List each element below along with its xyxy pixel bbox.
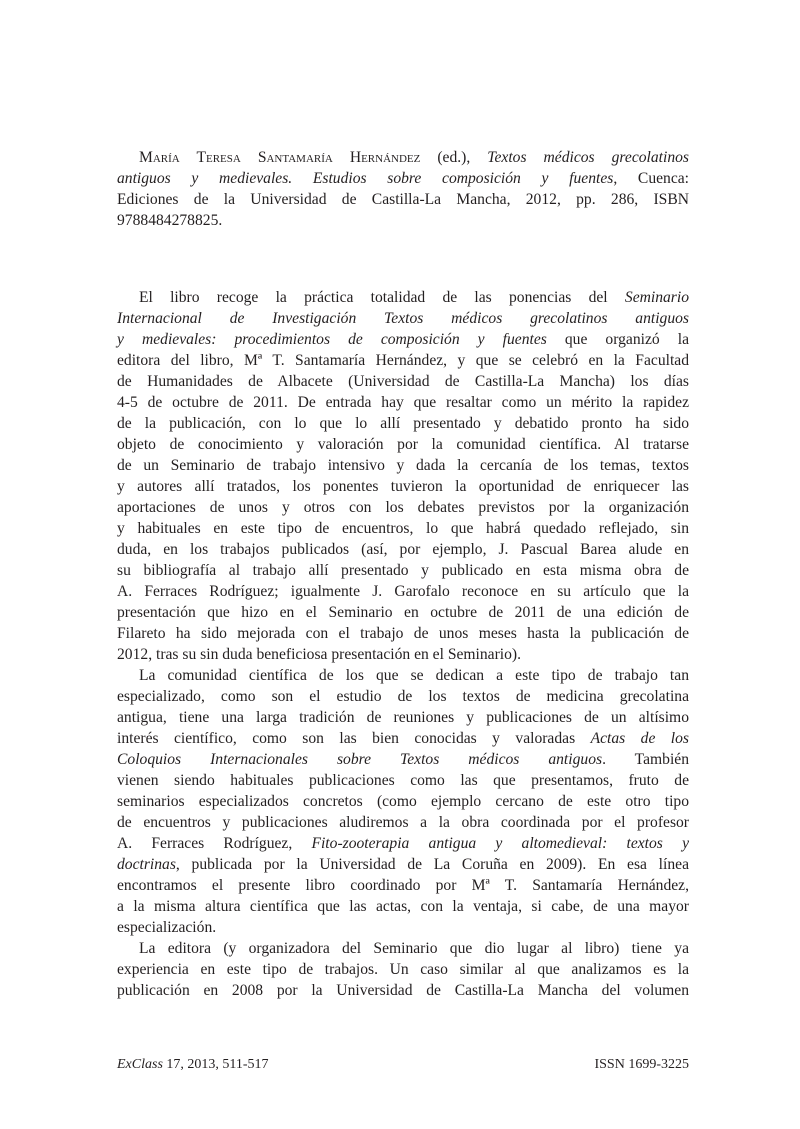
- text-segment: de la publicación, con lo que lo allí presentado y debatido pronto ha sido: [117, 415, 689, 432]
- text-segment: A. Ferraces Rodríguez,: [117, 835, 312, 852]
- paragraph: [117, 938, 689, 1001]
- text-segment: y autores allí tratados, los ponentes tuvieron la oportunidad de enriquecer las: [117, 478, 689, 495]
- journal-name: ExClass: [117, 1057, 163, 1072]
- text-line: [117, 749, 689, 770]
- text-line: [117, 308, 689, 329]
- text-line: [117, 959, 689, 980]
- italic-text: Coloquios Internacionales sobre Textos médicos antiguos: [117, 751, 603, 768]
- text-line: [117, 287, 689, 308]
- text-segment: A. Ferraces Rodríguez; igualmente J. Garofalo reconoce en su artículo que la: [117, 583, 689, 600]
- italic-text: Internacional de Investigación Textos médicos grecolatinos antiguos: [117, 310, 689, 327]
- text-segment: . También: [602, 751, 689, 768]
- paragraph: [117, 665, 689, 938]
- text-segment: especialización.: [117, 919, 217, 936]
- text-line: [117, 896, 689, 917]
- text-line: [117, 875, 689, 896]
- text-line: [117, 623, 689, 644]
- text-segment: seminarios especializados concretos (como ejemplo cercano de este otro tipo: [117, 793, 689, 810]
- text-segment: objeto de conocimiento y valoración por la comunidad científica. Al tratarse: [117, 436, 689, 453]
- text-line: [117, 455, 689, 476]
- text-line: [117, 392, 689, 413]
- text-segment: de un Seminario de trabajo intensivo y dada la cercanía de los temas, textos: [117, 457, 689, 474]
- text-segment: 9788484278825.: [117, 212, 223, 229]
- journal-volume-pages: 17, 2013, 511-517: [162, 1057, 269, 1072]
- text-segment: antigua, tiene una larga tradición de reuniones y publicaciones de un altísimo: [117, 709, 689, 726]
- text-segment: La comunidad científica de los que se dedican a este tipo de trabajo tan: [139, 667, 689, 684]
- text-line: [117, 560, 689, 581]
- text-line: [117, 665, 689, 686]
- text-line: [117, 497, 689, 518]
- review-body: [117, 287, 689, 1001]
- text-segment: de Humanidades de Albacete (Universidad de Castilla-La Mancha) los días: [117, 373, 689, 390]
- text-line: [117, 791, 689, 812]
- text-line: [117, 189, 689, 210]
- text-line: [117, 518, 689, 539]
- italic-text: antiguos y medievales. Estudios sobre composición y fuentes: [117, 170, 614, 187]
- italic-text: Actas de los: [590, 730, 689, 747]
- text-line: [117, 350, 689, 371]
- text-line: [117, 644, 689, 665]
- author-name: María Teresa Santamaría Hernández: [139, 149, 421, 166]
- text-segment: editora del libro, Mª T. Santamaría Hernández, y que se celebró en la Facultad: [117, 352, 689, 369]
- text-line: [117, 581, 689, 602]
- italic-text: Seminario: [624, 289, 689, 306]
- text-segment: vienen siendo habituales publicaciones como las que presentamos, fruto de: [117, 772, 689, 789]
- text-line: [117, 854, 689, 875]
- italic-text: doctrinas: [117, 856, 176, 873]
- text-segment: de encuentros y publicaciones aludiremos a la obra coordinada por el profesor: [117, 814, 689, 831]
- text-line: [117, 833, 689, 854]
- text-segment: su bibliografía al trabajo allí presentado y publicado en esta misma obra de: [117, 562, 689, 579]
- text-line: [117, 371, 689, 392]
- italic-text: Fito-zooterapia antigua y altomedieval: textos y: [311, 835, 689, 852]
- text-line: [117, 168, 689, 189]
- text-line: [117, 707, 689, 728]
- text-line: [117, 434, 689, 455]
- text-segment: y habituales en este tipo de encuentros, lo que habrá quedado reflejado, sin: [117, 520, 689, 537]
- text-line: [117, 686, 689, 707]
- text-line: [117, 770, 689, 791]
- text-segment: encontramos el presente libro coordinado por Mª T. Santamaría Hernández,: [117, 877, 689, 894]
- text-line: [117, 728, 689, 749]
- text-segment: que organizó la: [546, 331, 689, 348]
- text-segment: Ediciones de la Universidad de Castilla-La Mancha, 2012, pp. 286, ISBN: [117, 191, 689, 208]
- text-segment: El libro recoge la práctica totalidad de las ponencias del: [139, 289, 625, 306]
- text-segment: 2012, tras su sin duda beneficiosa presentación en el Seminario).: [117, 646, 522, 663]
- text-line: [117, 539, 689, 560]
- text-segment: duda, en los trabajos publicados (así, por ejemplo, J. Pascual Barea alude en: [117, 541, 689, 558]
- text-segment: , publicada por la Universidad de La Coruña en 2009). En esa línea: [175, 856, 689, 873]
- text-segment: , Cuenca:: [613, 170, 690, 187]
- text-line: [117, 329, 689, 350]
- text-line: [117, 413, 689, 434]
- paragraph: [117, 287, 689, 665]
- italic-text: y medievales: procedimientos de composición y fuentes: [117, 331, 547, 348]
- text-segment: aportaciones de unos y otros con los debates previstos por la organización: [117, 499, 689, 516]
- text-segment: 4-5 de octubre de 2011. De entrada hay que resaltar como un mérito la rapidez: [117, 394, 689, 411]
- text-segment: (ed.),: [420, 149, 488, 166]
- text-line: [117, 938, 689, 959]
- text-segment: interés científico, como son las bien conocidas y valoradas: [117, 730, 591, 747]
- text-segment: experiencia en este tipo de trabajos. Un caso similar al que analizamos es la: [117, 961, 689, 978]
- text-segment: especializado, como son el estudio de los textos de medicina grecolatina: [117, 688, 689, 705]
- text-line: [117, 602, 689, 623]
- text-line: [117, 812, 689, 833]
- text-line: [117, 210, 689, 231]
- text-line: [117, 147, 689, 168]
- footer-issn: ISSN 1699-3225: [594, 1057, 689, 1072]
- text-segment: Filareto ha sido mejorada con el trabajo de unos meses hasta la publicación de: [117, 625, 689, 642]
- text-segment: presentación que hizo en el Seminario en octubre de 2011 de una edición de: [117, 604, 689, 621]
- text-line: [117, 980, 689, 1001]
- text-line: [117, 476, 689, 497]
- italic-text: Textos médicos grecolatinos: [487, 149, 689, 166]
- text-segment: La editora (y organizadora del Seminario que dio lugar al libro) tiene ya: [139, 940, 689, 957]
- text-segment: a la misma altura científica que las actas, con la ventaja, si cabe, de una mayor: [117, 898, 689, 915]
- text-segment: publicación en 2008 por la Universidad de Castilla-La Mancha del volumen: [117, 982, 689, 999]
- footer-citation: [117, 1057, 269, 1073]
- bibliographic-reference: [117, 147, 689, 231]
- text-line: [117, 917, 689, 938]
